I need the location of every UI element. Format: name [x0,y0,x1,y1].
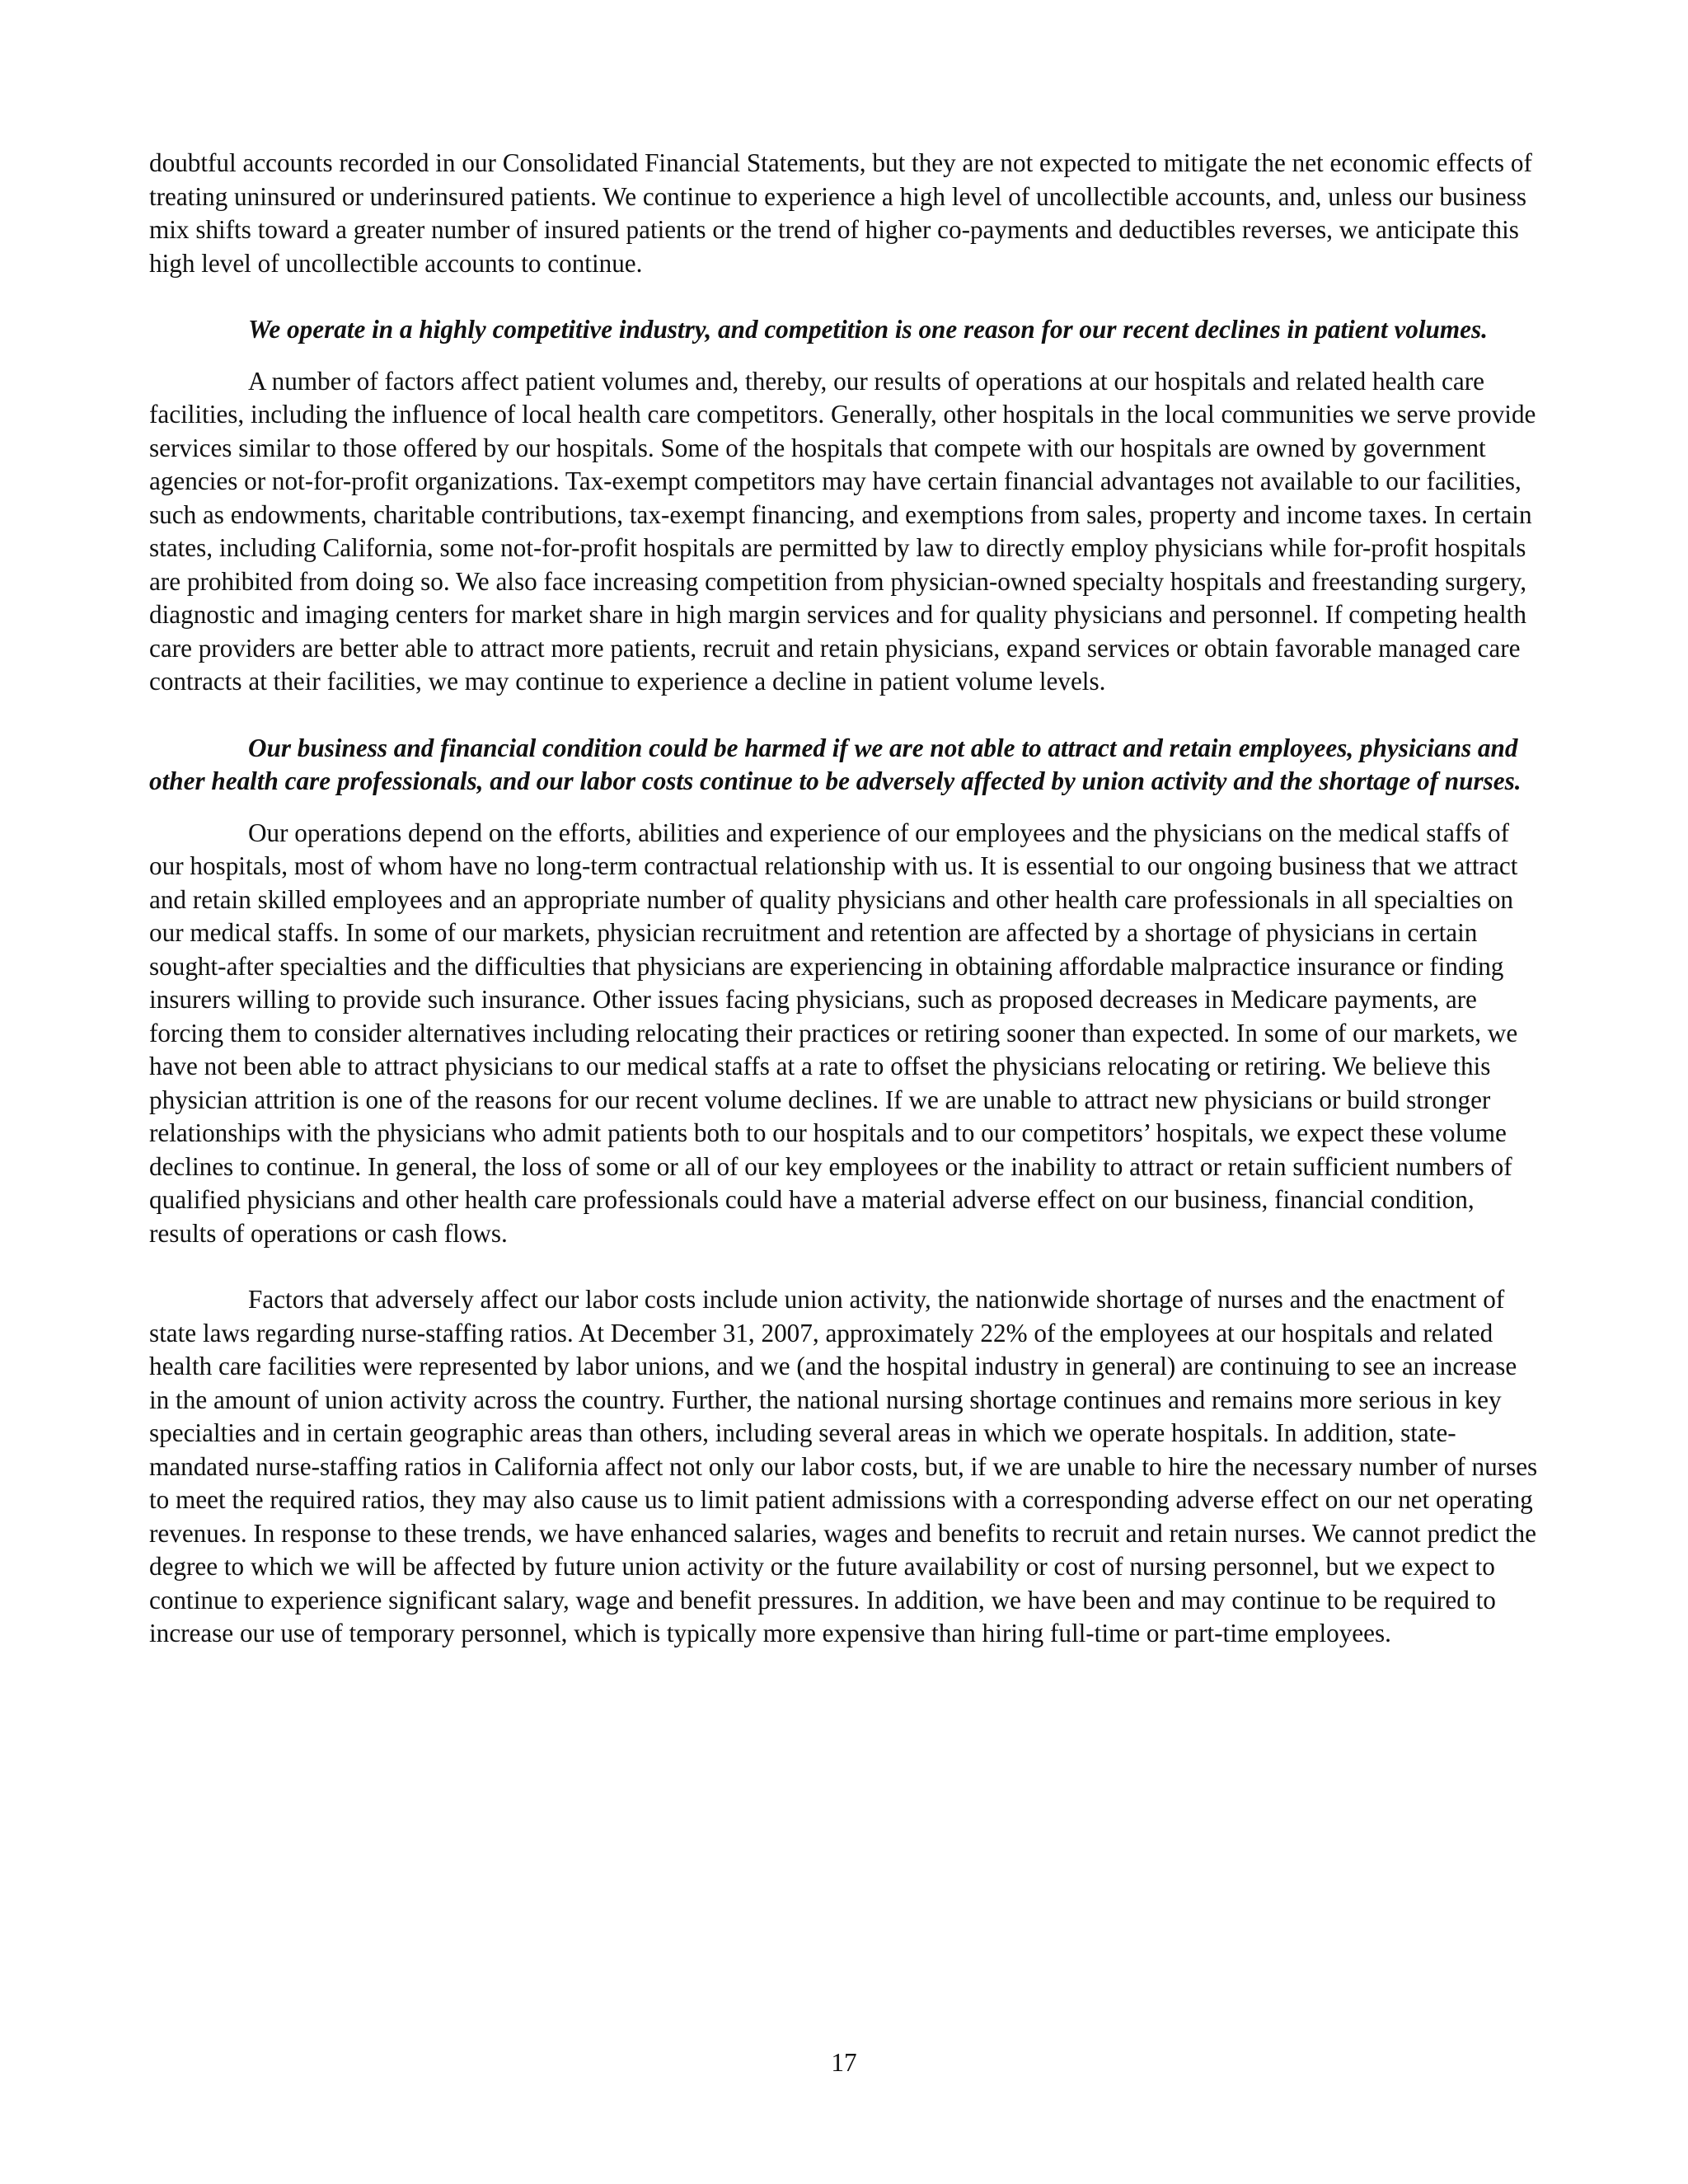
body-paragraph-patient-volumes: A number of factors affect patient volumes and, thereby, our results of operations at our hospitals and related health care facilities, including the influence of local health care competitors. Generally, other hospitals in the local communities we serve provide services similar to those offered by our hospitals. Some of the hospitals that compete with our hospitals are owned by government agencies or not-for-profit organizations. Tax-exempt competitors may have certain financial advantages not available to our facilities, such as endowments, charitable contributions, tax-exempt financing, and exemptions from sales, property and income taxes. In certain states, including California, some not-for-profit hospitals are permitted by law to directly employ physicians while for-profit hospitals are prohibited from doing so. We also face increasing competition from physician-owned specialty hospitals and freestanding surgery, diagnostic and imaging centers for market share in high margin services and for quality physicians and personnel. If competing health care providers are better able to attract more patients, recruit and retain physicians, expand services or obtain favorable managed care contracts at their facilities, we may continue to experience a decline in patient volume levels. [149,366,1536,696]
body-paragraph-labor-costs: Factors that adversely affect our labor costs include union activity, the nationwide shortage of nurses and the enactment of state laws regarding nurse-staffing ratios. At December 31, 2007, approximately 22% of the employees at our hospitals and related health care facilities were represented by labor unions, and we (and the hospital industry in general) are continuing to see an increase in the amount of union activity across the country. Further, the national nursing shortage continues and remains more serious in key specialties and in certain geographic areas than others, including several areas in which we operate hospitals. In addition, state-mandated nurse-staffing ratios in California affect not only our labor costs, but, if we are unable to hire the necessary number of nurses to meet the required ratios, they may also cause us to limit patient admissions with a corresponding adverse effect on our net operating revenues. In response to these trends, we have enhanced salaries, wages and benefits to recruit and retain nurses. We cannot predict the degree to which we will be affected by future union activity or the future availability or cost of nursing personnel, but we expect to continue to experience significant salary, wage and benefit pressures. In addition, we have been and may continue to be required to increase our use of temporary personnel, which is typically more expensive than hiring full-time or part-time employees. [149,1285,1538,1647]
page-number: 17 [831,2048,857,2077]
document-page [149,147,1542,1651]
section-heading-employees-physicians: Our business and financial condition could be harmed if we are not able to attract and retain employees, physicians and other health care professionals, and our labor costs continue to be adversely affected by union activity and the shortage of nurses. [149,733,1522,795]
body-paragraph-operations: Our operations depend on the efforts, abilities and experience of our employees and the physicians on the medical staffs of our hospitals, most of whom have no long-term contractual relationship with us. It is essential to our ongoing business that we attract and retain skilled employees and an appropriate number of quality physicians and other health care professionals in all specialties on our medical staffs. In some of our markets, physician recruitment and retention are affected by a shortage of physicians in certain sought-after specialties and the difficulties that physicians are experiencing in obtaining affordable malpractice insurance or finding insurers willing to provide such insurance. Other issues facing physicians, such as proposed decreases in Medicare payments, are forcing them to consider alternatives including relocating their practices or retiring sooner than expected. In some of our markets, we have not been able to attract physicians to our medical staffs at a rate to offset the physicians relocating or retiring. We believe this physician attrition is one of the reasons for our recent volume declines. If we are unable to attract new physicians or build stronger relationships with the physicians who admit patients both to our hospitals and to our competitors’ hospitals, we expect these volume declines to continue. In general, the loss of some or all of our key employees or the inability to attract or retain sufficient numbers of qualified physicians and other health care professionals could have a material adverse effect on our business, financial condition, results of operations or cash flows. [149,818,1518,1248]
body-paragraph-continuation: doubtful accounts recorded in our Consolidated Financial Statements, but they are not expected to mitigate the net economic effects of treating uninsured or underinsured patients. We continue to experience a high level of uncollectible accounts, and, unless our business mix shifts toward a greater number of insured patients or the trend of higher co-payments and deductibles reverses, we anticipate this high level of uncollectible accounts to continue. [149,148,1532,278]
section-heading-competition: We operate in a highly competitive industry, and competition is one reason for our recent declines in patient volumes. [248,315,1488,344]
